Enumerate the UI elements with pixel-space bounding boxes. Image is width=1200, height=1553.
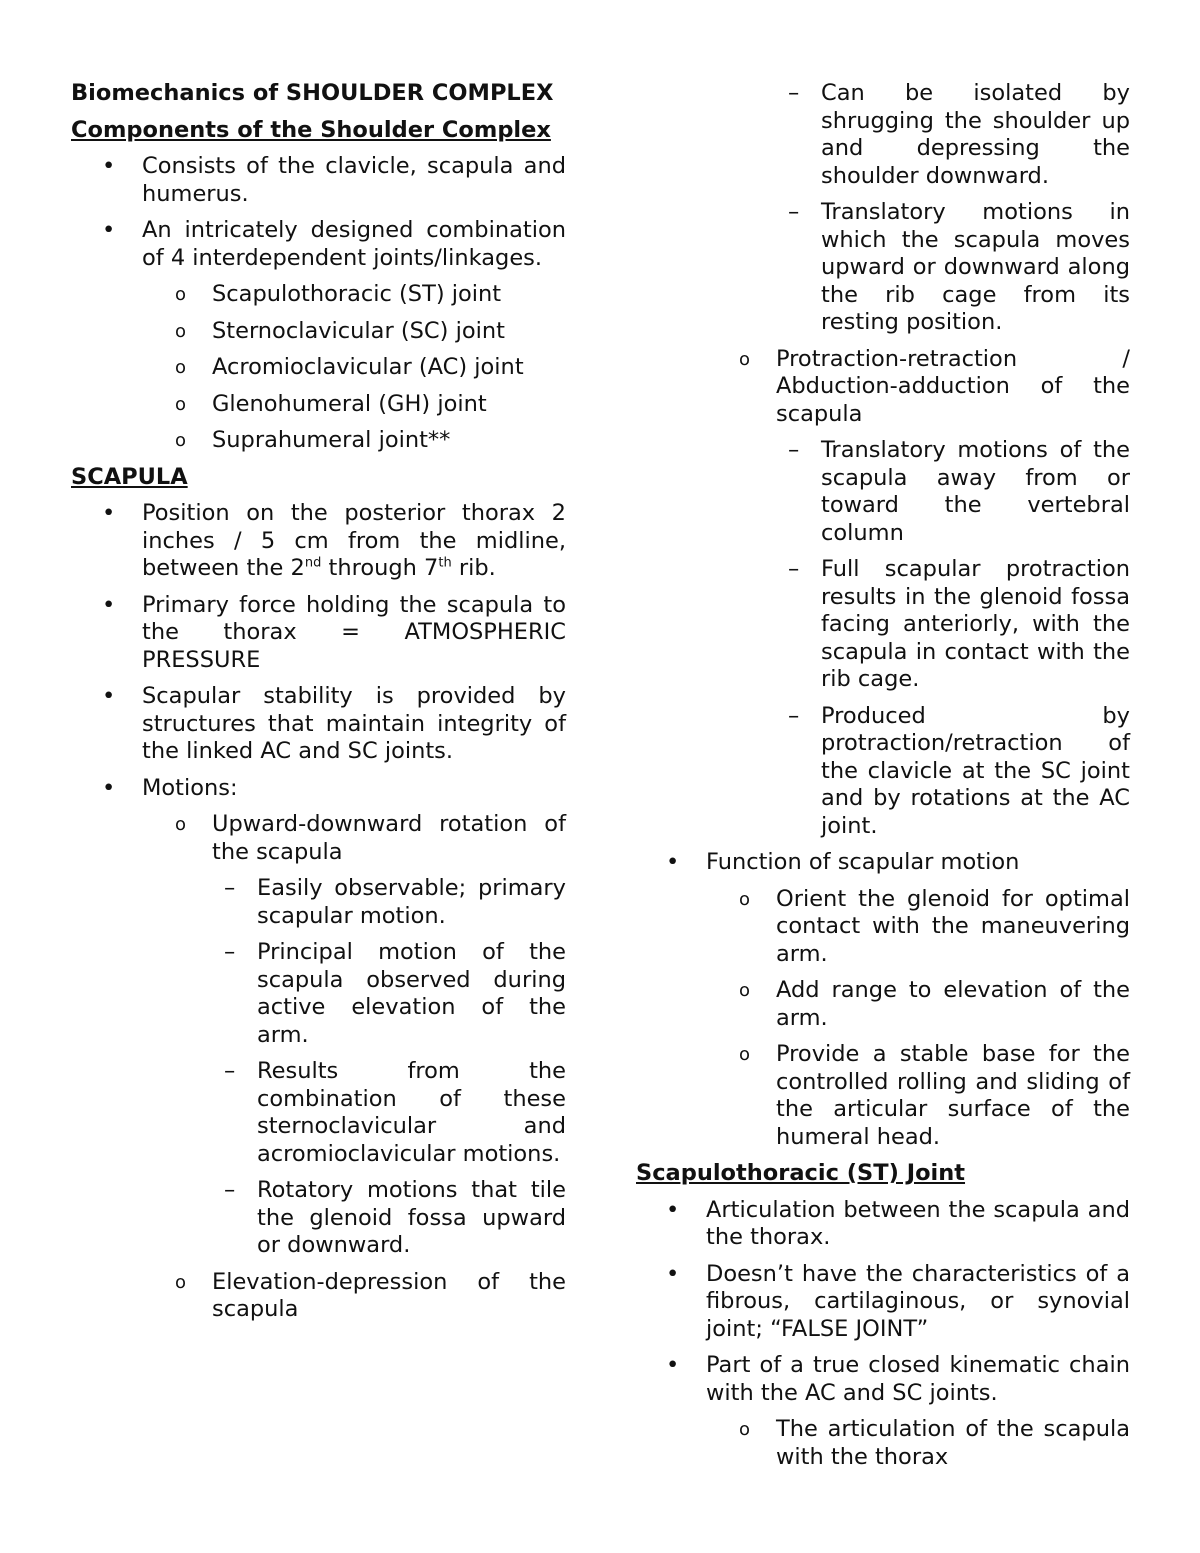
list-item: • Motions: — [102, 774, 238, 801]
circle-marker: o — [175, 320, 187, 342]
scapula-heading: SCAPULA — [71, 463, 188, 490]
right-column — [636, 80, 1130, 1480]
circle-marker: o — [739, 1044, 751, 1065]
bullet-marker: • — [666, 849, 680, 875]
circle-marker: o — [175, 1271, 187, 1293]
circle-marker: o — [739, 348, 751, 370]
list-item: – Easily observable; primary scapular motion. — [224, 875, 566, 929]
list-item: o The articulation of the scapula with the thorax — [739, 1416, 1130, 1470]
list-item: • Primary force holding the scapula to the thorax = ATMOSPHERIC PRESSURE — [102, 591, 566, 673]
list-item: • Part of a true closed kinematic chain with the AC and SC joints. — [666, 1352, 1130, 1406]
bullet-marker: • — [666, 1260, 680, 1287]
dash-marker: – — [788, 80, 800, 106]
list-item: – Full scapular protraction results in the glenoid fossa facing anteriorly, with the scapula in contact with the rib cage. — [788, 556, 1130, 692]
list-item: o Upward-downward rotation of the scapula — [175, 811, 566, 865]
list-item: o Elevation-depression of the scapula — [175, 1268, 566, 1322]
dash-marker: – — [224, 875, 236, 901]
circle-marker: o — [739, 1419, 751, 1440]
list-item: o Scapulothoracic (ST) joint — [175, 281, 502, 307]
list-item: – Produced by protraction/retraction of the clavicle at the SC joint and by rotations at the AC joint. — [788, 702, 1130, 839]
list-item: – Translatory motions of the scapula away from or toward the vertebral column — [788, 437, 1130, 546]
list-item: – Results from the combination of these sternoclavicular and acromioclavicular motions. — [224, 1058, 566, 1167]
list-item: – Translatory motions in which the scapula moves upward or downward along the rib cage from its resting position. — [788, 199, 1130, 335]
list-item: o Suprahumeral joint** — [175, 427, 451, 453]
bullet-marker: • — [102, 153, 116, 179]
bullet-marker: • — [102, 591, 116, 618]
circle-marker: o — [739, 888, 751, 910]
list-item: • An intricately designed combination of 4 interdependent joints/linkages. — [102, 217, 566, 271]
bullet-marker: • — [666, 1196, 680, 1223]
bullet-marker: • — [666, 1352, 680, 1378]
list-item: – Rotatory motions that tile the glenoid fossa upward or downward. — [224, 1177, 566, 1258]
bullet-marker: • — [102, 683, 116, 709]
circle-marker: o — [175, 814, 187, 835]
list-item: • Function of scapular motion — [666, 849, 1020, 875]
list-item: o Sternoclavicular (SC) joint — [175, 317, 505, 344]
list-item: – Can be isolated by shrugging the shoulder up and depressing the shoulder downward. — [788, 80, 1130, 189]
document-title: Biomechanics of SHOULDER COMPLEX — [71, 80, 554, 106]
st-joint-heading: Scapulothoracic (ST) Joint — [636, 1160, 966, 1186]
list-item: o Add range to elevation of the arm. — [739, 977, 1130, 1031]
dash-marker: – — [788, 702, 800, 729]
dash-marker: – — [224, 1058, 236, 1084]
dash-marker: – — [788, 556, 800, 582]
circle-marker: o — [739, 980, 751, 1001]
list-item: o Acromioclavicular (AC) joint — [175, 354, 524, 380]
dash-marker: – — [788, 437, 800, 463]
list-item: • Scapular stability is provided by structures that maintain integrity of the linked AC and SC joints. — [102, 683, 566, 764]
list-item: • Doesn’t have the characteristics of a fibrous, cartilaginous, or synovial joint; “FALSE JOINT” — [666, 1260, 1130, 1342]
list-item: – Principal motion of the scapula observed during active elevation of the arm. — [224, 939, 566, 1048]
circle-marker: o — [175, 430, 187, 451]
list-item: o Protraction-retraction / Abduction-adduction of the scapula — [739, 345, 1130, 427]
bullet-marker: • — [102, 500, 116, 526]
circle-marker: o — [175, 357, 187, 378]
bullet-marker: • — [102, 217, 116, 243]
left-column — [71, 80, 566, 1333]
circle-marker: o — [175, 393, 187, 415]
circle-marker: o — [175, 284, 187, 305]
list-item: • Position on the posterior thorax 2 inches / 5 cm from the midline, between the 2nd through 7th rib. — [102, 500, 566, 581]
dash-marker: – — [224, 939, 236, 965]
list-item: • Articulation between the scapula and the thorax. — [666, 1196, 1130, 1250]
dash-marker: – — [788, 199, 800, 225]
list-item: o Provide a stable base for the controlled rolling and sliding of the articular surface of the humeral head. — [739, 1041, 1130, 1150]
components-heading: Components of the Shoulder Complex — [71, 116, 551, 143]
dash-marker: – — [224, 1177, 236, 1203]
list-item: o Orient the glenoid for optimal contact with the maneuvering arm. — [739, 885, 1130, 967]
list-item: • Consists of the clavicle, scapula and humerus. — [102, 153, 566, 207]
list-item: o Glenohumeral (GH) joint — [175, 390, 487, 417]
bullet-marker: • — [102, 774, 116, 801]
